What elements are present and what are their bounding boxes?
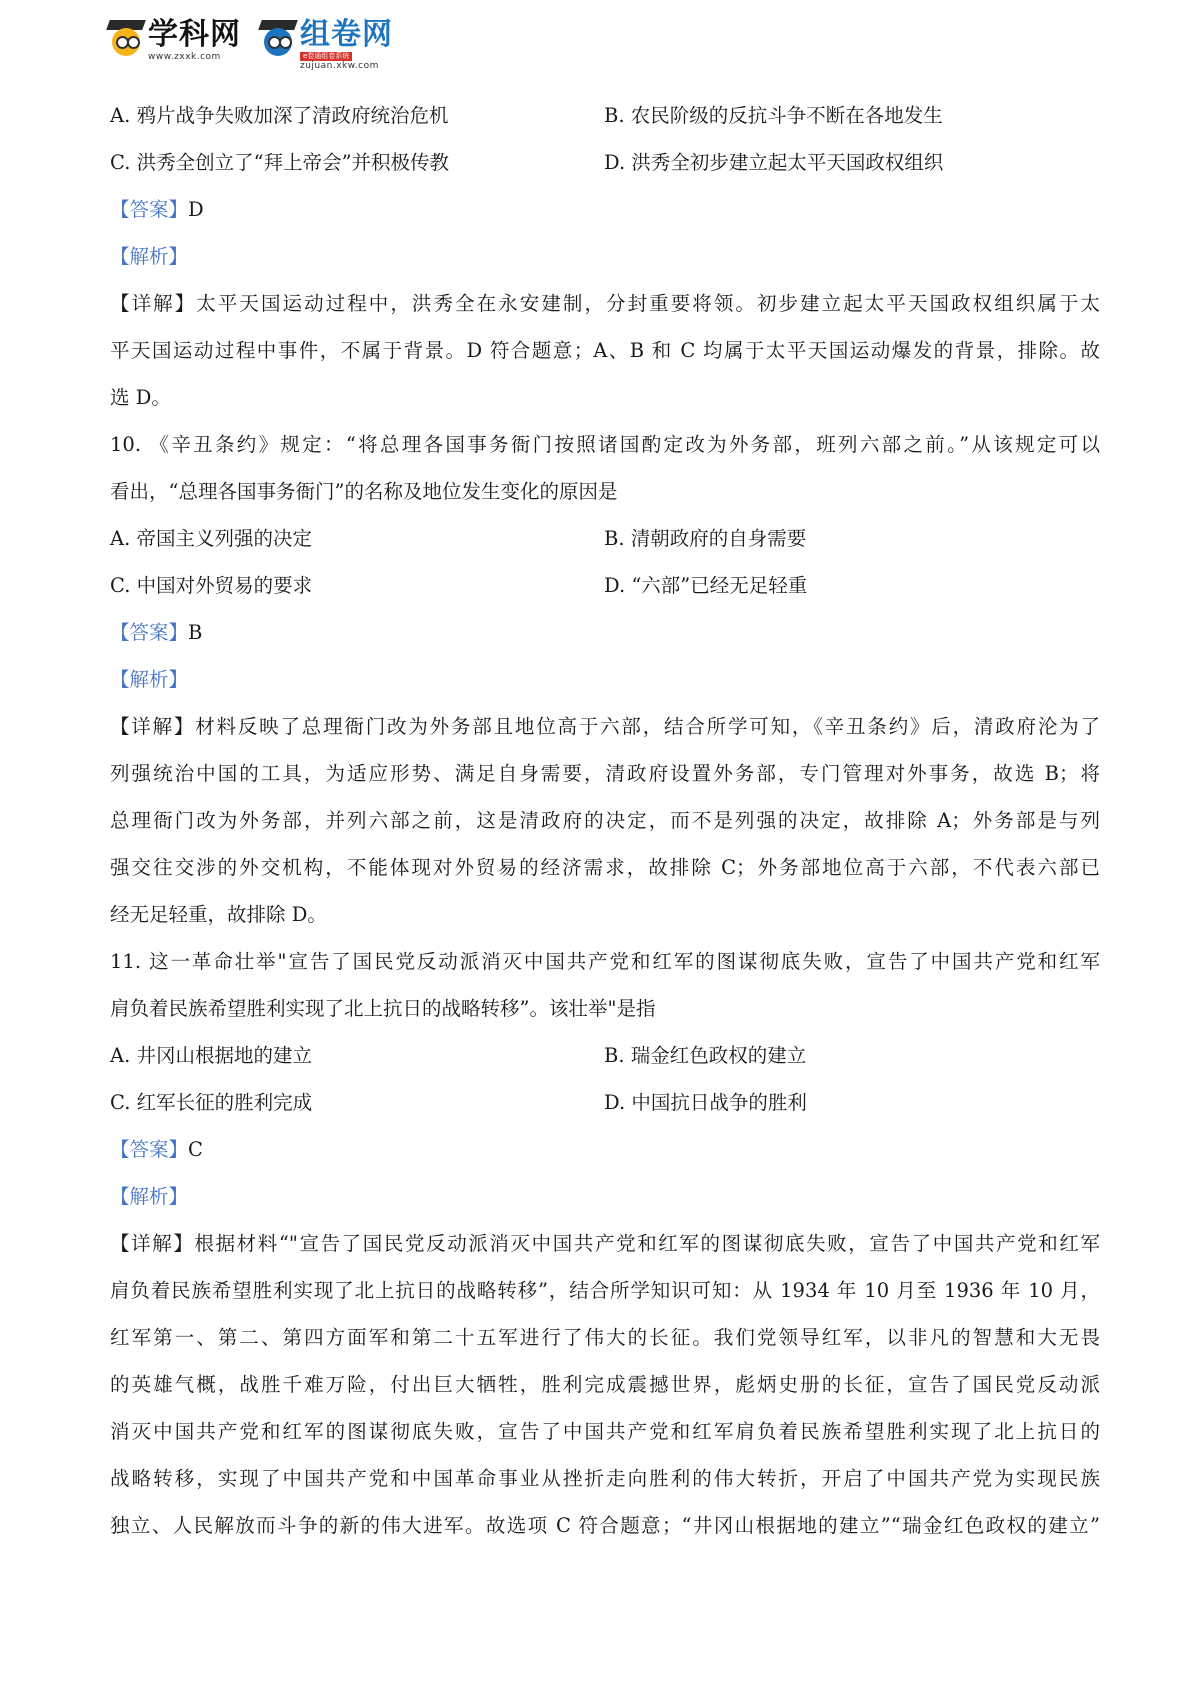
detail-line: 独立、人民解放而斗争的新的伟大进军。故选项 C 符合题意；“井冈山根据地的建立”“瑞金红色政权的建立” [110, 1514, 1100, 1537]
logo2-tag: e卷通组卷系统 [300, 52, 352, 61]
q11-analysis [110, 1173, 1100, 1220]
mascot-icon [260, 18, 296, 62]
stem-line: 11. 这一革命壮举"宣告了国民党反动派消灭中国共产党和红军的图谋彻底失败，宣告了中国共产党和红军 [110, 950, 1100, 973]
q11-option-b: B. 瑞金红色政权的建立 [604, 1044, 807, 1067]
detail-line: 总理衙门改为外务部，并列六部之前，这是清政府的决定，而不是列强的决定，故排除 A；外务部是与列 [110, 809, 1100, 832]
q9-option-c: C. 洪秀全创立了“拜上帝会”并积极传教 [110, 151, 450, 174]
q9-answer [110, 186, 1100, 233]
zujuan-logo[interactable] [260, 18, 393, 71]
logo2-url: zujuan.xkw.com [300, 61, 379, 71]
detail-label: 【详解】 [110, 715, 196, 738]
answer-value: B [188, 621, 203, 644]
q10-option-d: D. “六部”已经无足轻重 [604, 574, 808, 597]
detail-text: 材料反映了总理衙门改为外务部且地位高于六部，结合所学可知，《辛丑条约》后，清政府沦为了 [195, 715, 1100, 738]
detail-line: 消灭中国共产党和红军的图谋彻底失败，宣告了中国共产党和红军肩负着民族希望胜利实现了北上抗日的 [110, 1420, 1100, 1443]
detail-text: 根据材料“"宣告了国民党反动派消灭中国共产党和红军的图谋彻底失败，宣告了中国共产党和红军 [194, 1232, 1100, 1255]
zxxk-logo[interactable] [108, 18, 241, 62]
q10-options-row-2 [110, 562, 1100, 609]
detail-line: 的英雄气概，战胜千难万险，付出巨大牺牲，胜利完成震撼世界，彪炳史册的长征，宣告了国民党反动派 [110, 1373, 1100, 1396]
q10-analysis [110, 656, 1100, 703]
answer-label: 【答案】 [110, 198, 189, 221]
detail-line: 列强统治中国的工具，为适应形势、满足自身需要，清政府设置外务部，专门管理对外事务，故选 B；将 [110, 762, 1100, 785]
detail-line: 平天国运动过程中事件，不属于背景。D 符合题意；A、B 和 C 均属于太平天国运动爆发的背景，排除。故 [110, 339, 1100, 362]
logo2-name: 组卷网 [300, 17, 393, 52]
q9-option-b: B. 农民阶级的反抗斗争不断在各地发生 [604, 104, 943, 127]
answer-label: 【答案】 [110, 1138, 189, 1161]
q10-detail [110, 703, 1100, 938]
q11-stem [110, 938, 1100, 1032]
detail-line [110, 280, 1100, 327]
detail-label: 【详解】 [110, 1232, 195, 1255]
detail-line: 肩负着民族希望胜利实现了北上抗日的战略转移”，结合所学知识可知：从 1934 年 10 月至 1936 年 10 月， [110, 1279, 1100, 1302]
q11-answer [110, 1126, 1100, 1173]
detail-line [110, 703, 1100, 750]
detail-line: 红军第一、第二、第四方面军和第二十五军进行了伟大的长征。我们党领导红军，以非凡的智慧和大无畏 [110, 1326, 1100, 1349]
detail-line: 强交往交涉的外交机构，不能体现对外贸易的经济需求，故排除 C；外务部地位高于六部，不代表六部已 [110, 856, 1100, 879]
detail-line: 战略转移，实现了中国共产党和中国革命事业从挫折走向胜利的伟大转折，开启了中国共产党为实现民族 [110, 1467, 1100, 1490]
answer-value: D [188, 198, 204, 221]
answer-value: C [188, 1138, 203, 1161]
answer-label: 【答案】 [110, 621, 189, 644]
q10-options-row-1 [110, 515, 1100, 562]
detail-label: 【详解】 [110, 292, 197, 315]
q11-options-row-2 [110, 1079, 1100, 1126]
q11-option-a: A. 井冈山根据地的建立 [110, 1044, 312, 1067]
detail-line: 选 D。 [110, 386, 171, 409]
mascot-icon [108, 18, 144, 62]
detail-line: 经无足轻重，故排除 D。 [110, 903, 327, 926]
logo1-name: 学科网 [148, 17, 241, 52]
q10-answer [110, 609, 1100, 656]
q10-option-c: C. 中国对外贸易的要求 [110, 574, 313, 597]
q9-option-a: A. 鸦片战争失败加深了清政府统治危机 [110, 104, 449, 127]
analysis-label: 【解析】 [110, 245, 189, 268]
q9-options-row-2 [110, 139, 1100, 186]
q11-detail [110, 1220, 1100, 1549]
stem-line: 10. 《辛丑条约》规定：“将总理各国事务衙门按照诸国酌定改为外务部，班列六部之前。”从该规定可以 [110, 433, 1100, 456]
document-body [110, 92, 1100, 1549]
q9-detail [110, 280, 1100, 421]
logo1-url: www.zxxk.com [148, 52, 221, 62]
q11-option-c: C. 红军长征的胜利完成 [110, 1091, 313, 1114]
q9-analysis [110, 233, 1100, 280]
detail-text: 太平天国运动过程中，洪秀全在永安建制，分封重要将领。初步建立起太平天国政权组织属于太 [196, 292, 1100, 315]
analysis-label: 【解析】 [110, 668, 189, 691]
q10-option-b: B. 清朝政府的自身需要 [604, 527, 807, 550]
analysis-label: 【解析】 [110, 1185, 189, 1208]
stem-line: 看出，“总理各国事务衙门”的名称及地位发生变化的原因是 [110, 480, 618, 503]
detail-line [110, 1220, 1100, 1267]
q11-options-row-1 [110, 1032, 1100, 1079]
page-header [108, 18, 428, 72]
q9-options-row-1 [110, 92, 1100, 139]
q11-option-d: D. 中国抗日战争的胜利 [604, 1091, 807, 1114]
q9-option-d: D. 洪秀全初步建立起太平天国政权组织 [604, 151, 944, 174]
stem-line: 肩负着民族希望胜利实现了北上抗日的战略转移”。该壮举"是指 [110, 997, 656, 1020]
q10-option-a: A. 帝国主义列强的决定 [110, 527, 312, 550]
q10-stem [110, 421, 1100, 515]
